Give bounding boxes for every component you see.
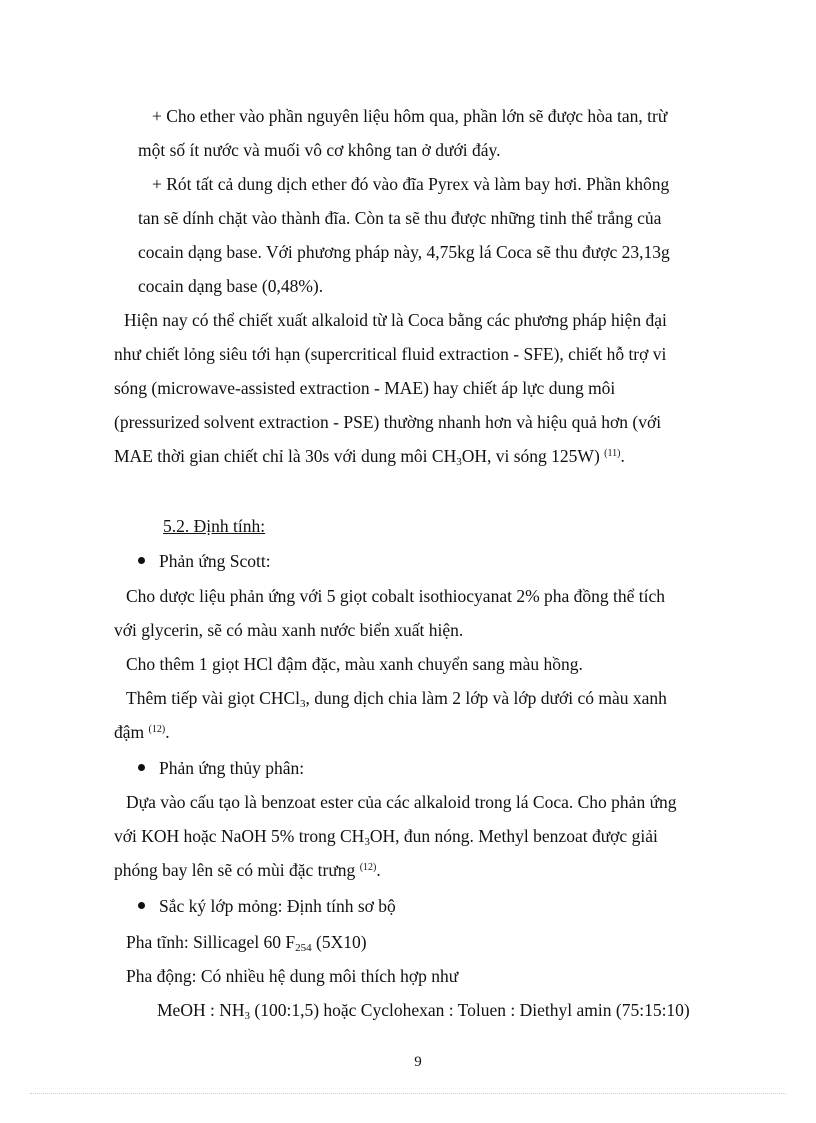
text-line bbox=[126, 687, 667, 709]
text-line: Pha động: Có nhiều hệ dung môi thích hợp như bbox=[126, 966, 459, 986]
text-line: Dựa vào cấu tạo là benzoat ester của các alkaloid trong lá Coca. Cho phản ứng bbox=[126, 792, 677, 812]
page-divider bbox=[30, 1093, 786, 1094]
bullet-dot-icon bbox=[138, 902, 145, 909]
text-segment: (100:1,5) hoặc Cyclohexan : Toluen : Diethyl amin (75:15:10) bbox=[250, 1000, 690, 1020]
bullet-item bbox=[138, 895, 396, 917]
reference-superscript: (12) bbox=[359, 862, 377, 873]
bullet-dot-icon bbox=[138, 764, 145, 771]
reference-superscript: (11) bbox=[604, 448, 621, 459]
bullet-item bbox=[138, 550, 271, 572]
text-line: đậm $^{(12)}$. bbox=[114, 722, 170, 742]
subscript: 3 bbox=[244, 1010, 250, 1022]
text-line: tan sẽ dính chặt vào thành đĩa. Còn ta sẽ thu được những tinh thể trắng của bbox=[138, 208, 662, 228]
text-line: với glycerin, sẽ có màu xanh nước biển xuất hiện. bbox=[114, 620, 464, 640]
page-number: 9 bbox=[414, 1054, 422, 1070]
bullet-dot-icon bbox=[138, 557, 145, 564]
bullet-label: Phản ứng thủy phân: bbox=[159, 758, 305, 778]
text-segment: OH, vi sóng 125W) bbox=[461, 446, 600, 466]
text-segment: OH, đun nóng. Methyl benzoat được giải bbox=[369, 826, 658, 846]
text-line: Cho thêm 1 giọt HCl đậm đặc, màu xanh chuyển sang màu hồng. bbox=[126, 654, 583, 674]
text-line bbox=[157, 999, 690, 1021]
subscript: 3 bbox=[456, 456, 462, 468]
text-line: Hiện nay có thể chiết xuất alkaloid từ là Coca bằng các phương pháp hiện đại bbox=[124, 310, 667, 330]
subscript: 3 bbox=[364, 836, 370, 848]
text-line: (pressurized solvent extraction - PSE) thường nhanh hơn và hiệu quả hơn (với bbox=[114, 412, 662, 432]
text-line: + Cho ether vào phần nguyên liệu hôm qua, phần lớn sẽ được hòa tan, trừ bbox=[152, 106, 668, 126]
bullet-label: Phản ứng Scott: bbox=[159, 551, 271, 571]
text-line: phóng bay lên sẽ có mùi đặc trưng $^{(12)}$. bbox=[114, 860, 381, 880]
text-segment: MAE thời gian chiết chỉ là 30s với dung môi CH bbox=[114, 446, 457, 466]
text-line: một số ít nước và muối vô cơ không tan ở dưới đáy. bbox=[138, 140, 501, 160]
text-line bbox=[126, 931, 367, 953]
text-segment: MeOH : NH bbox=[157, 1000, 245, 1020]
text-line: sóng (microwave-assisted extraction - MAE) hay chiết áp lực dung môi bbox=[114, 378, 616, 398]
bullet-item bbox=[138, 757, 304, 779]
subscript: 3 bbox=[300, 698, 306, 710]
text-line: cocain dạng base. Với phương pháp này, 4,75kg lá Coca sẽ thu được 23,13g bbox=[138, 242, 670, 262]
text-line: cocain dạng base (0,48%). bbox=[138, 276, 324, 296]
text-line: Cho dược liệu phản ứng với 5 giọt cobalt isothiocyanat 2% pha đồng thể tích bbox=[126, 586, 666, 606]
text-line: như chiết lỏng siêu tới hạn (supercritical fluid extraction - SFE), chiết hỗ trợ vi bbox=[114, 344, 667, 364]
subscript: 254 bbox=[295, 942, 312, 954]
reference-superscript: (12) bbox=[148, 724, 166, 735]
text-segment: với KOH hoặc NaOH 5% trong CH bbox=[114, 826, 365, 846]
text-line: + Rót tất cả dung dịch ether đó vào đĩa Pyrex và làm bay hơi. Phần không bbox=[152, 174, 670, 194]
text-segment: (5X10) bbox=[311, 932, 367, 952]
text-segment: Pha tĩnh: Sillicagel 60 F bbox=[126, 932, 296, 952]
text-segment: , dung dịch chia làm 2 lớp và lớp dưới có màu xanh bbox=[305, 688, 667, 708]
text-segment: phóng bay lên sẽ có mùi đặc trưng bbox=[114, 860, 356, 880]
text-segment: đậm bbox=[114, 722, 145, 742]
text-segment: Thêm tiếp vài giọt CHCl bbox=[126, 688, 301, 708]
text-line bbox=[114, 825, 658, 847]
text-line: MAE thời gian chiết chỉ là 30s với dung môi $CH_3OH$, vi sóng 125W) $^{(11)}$. bbox=[114, 446, 625, 468]
bullet-label: Sắc ký lớp mỏng: Định tính sơ bộ bbox=[159, 896, 396, 916]
section-heading: 5.2. Định tính: bbox=[163, 516, 266, 536]
